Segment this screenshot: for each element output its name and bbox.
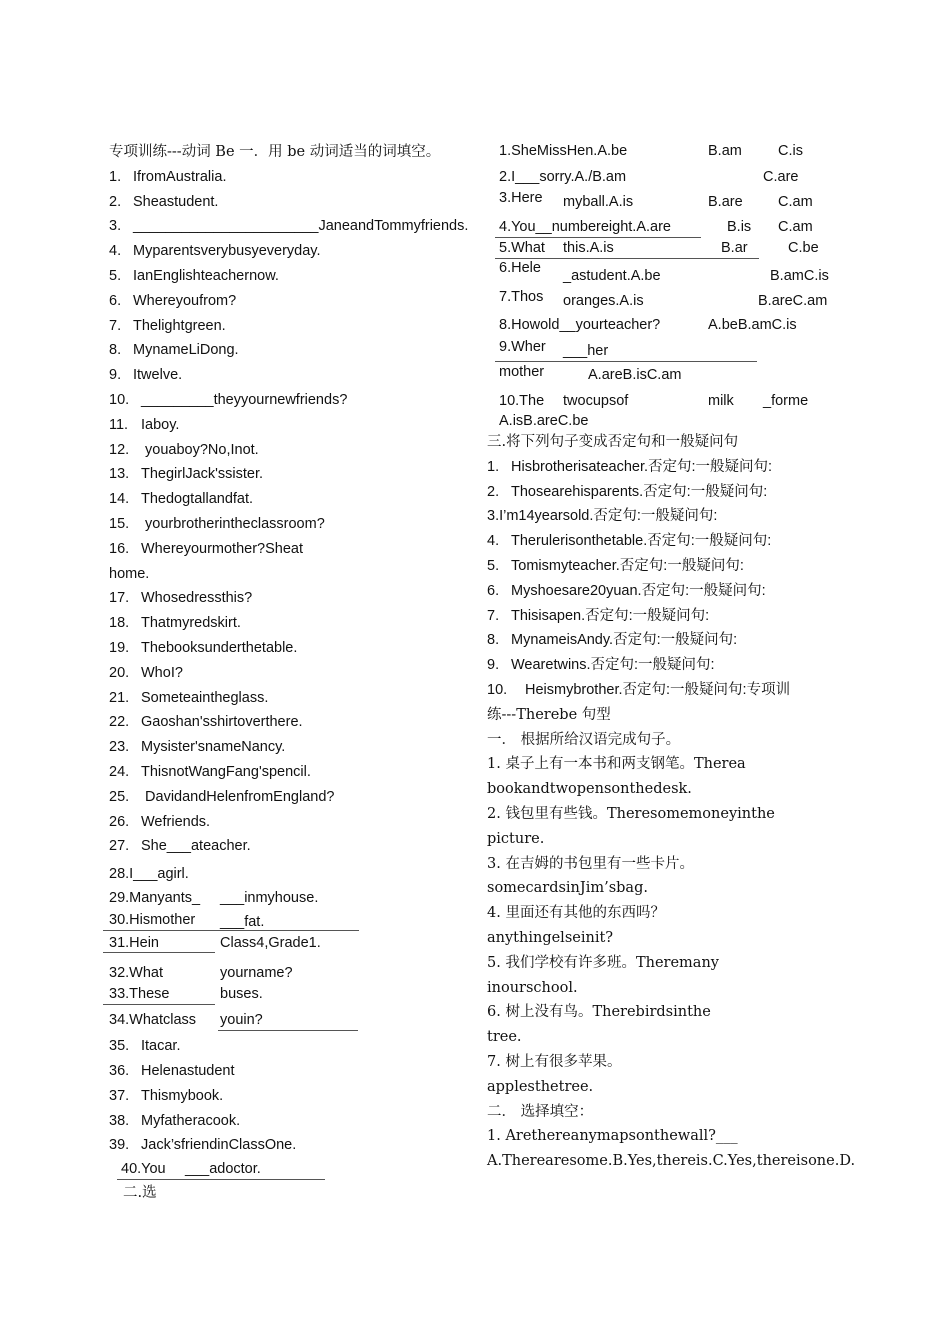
- exercise-list: [109, 1034, 479, 1158]
- item-number: 35.: [109, 1038, 130, 1055]
- divider: [117, 1179, 325, 1180]
- item-number: 15.: [109, 515, 130, 532]
- text-line: 1. 桌子上有一本书和两支钢笔。Therea: [487, 756, 746, 773]
- therebe-section: [487, 703, 927, 1174]
- list-item: buses.: [220, 986, 263, 1003]
- section-heading: 三.将下列句子变成否定句和一般疑问句: [487, 434, 739, 450]
- text-line: applesthetree.: [487, 1078, 594, 1095]
- item-text: Whosedressthis?: [141, 590, 253, 607]
- item-number: 7.: [487, 607, 500, 624]
- list-item: [487, 678, 927, 703]
- list-item: milk: [708, 393, 734, 409]
- item-number: 5.: [109, 267, 122, 284]
- list-item: 31.Hein: [109, 935, 159, 952]
- list-item: [487, 480, 927, 505]
- list-item: [109, 760, 479, 785]
- item-number: 3.: [109, 218, 122, 235]
- item-text: _______________________JaneandTommyfriends.: [133, 218, 469, 235]
- left-column: [109, 140, 479, 1208]
- item-number: 36.: [109, 1062, 130, 1079]
- item-text: Thedogtallandfat.: [141, 491, 254, 508]
- item-number: 5.: [487, 557, 500, 574]
- item-text: Thisisapen.否定句:一般疑问句:: [511, 607, 710, 624]
- list-item: [109, 785, 479, 810]
- option-abc: A.beB.amC.is: [708, 317, 797, 333]
- item-number: 25.: [109, 788, 130, 805]
- option-c: C.am: [778, 194, 813, 210]
- item-text: Jack’sfriendinClassOne.: [141, 1137, 297, 1154]
- list-item: ___adoctor.: [185, 1161, 261, 1178]
- list-item: twocupsof: [563, 393, 629, 409]
- item-number: 18.: [109, 615, 130, 632]
- section-heading: 专项训练---动词 Be 一．用 be 动词适当的词填空。: [109, 144, 441, 160]
- item-text: MynameisAndy.否定句:一般疑问句:: [511, 632, 738, 649]
- list-item: [109, 487, 479, 512]
- item-number: 16.: [109, 540, 130, 557]
- list-item: [109, 264, 479, 289]
- list-item: [109, 289, 479, 314]
- option-c: C.am: [778, 219, 813, 235]
- item-text: Whereyourmother?Sheat: [141, 540, 303, 557]
- section-heading: 二.选: [123, 1185, 157, 1202]
- item-text: ThisnotWangFang'spencil.: [141, 763, 311, 780]
- item-number: 26.: [109, 813, 130, 830]
- item-number: 20.: [109, 664, 130, 681]
- list-item: 4.You__numbereight.A.are: [499, 219, 671, 235]
- list-item: 30.Hismother: [109, 912, 196, 929]
- list-item: [109, 314, 479, 339]
- item-text: DavidandHelenfromEngland?: [141, 788, 335, 805]
- item-number: 17.: [109, 590, 130, 607]
- text-line: 5. 我们学校有许多班。Theremany: [487, 954, 719, 971]
- list-item: [487, 628, 927, 653]
- item-text: She___ateacher.: [141, 838, 251, 855]
- list-item: 32.What: [109, 965, 163, 982]
- item-number: 10.: [109, 391, 130, 408]
- exercise-list: [487, 455, 927, 703]
- list-item: [109, 735, 479, 760]
- option-b: B.ar: [721, 240, 748, 256]
- list-item-group: [109, 984, 479, 1034]
- item-number: 23.: [109, 739, 130, 756]
- list-item: [109, 363, 479, 388]
- choice-section: [487, 140, 927, 430]
- option-a: oranges.A.is: [563, 293, 644, 309]
- item-number: 24.: [109, 763, 130, 780]
- item-text: Itacar.: [141, 1038, 181, 1055]
- list-item: [109, 438, 479, 463]
- list-item: yourname?: [220, 965, 293, 982]
- item-number: 9.: [109, 367, 122, 384]
- list-item: 7.Thos: [499, 289, 544, 305]
- item-text: Gaoshan'sshirtoverthere.: [141, 714, 303, 731]
- text-line: A.Therearesome.B.Yes,thereis.C.Yes,thereisone.D.: [487, 1153, 856, 1170]
- item-number: 2.: [109, 193, 122, 210]
- list-item: [109, 686, 479, 711]
- item-number: 6.: [487, 582, 500, 599]
- list-item: [487, 455, 927, 480]
- list-item: [109, 661, 479, 686]
- list-item: 10.The: [499, 393, 545, 409]
- option-c: C.are: [763, 169, 799, 185]
- divider: [495, 258, 759, 259]
- text-line: inourschool.: [487, 979, 578, 996]
- list-item: [109, 462, 479, 487]
- item-text: Therulerisonthetable.否定句:一般疑问句:: [511, 533, 772, 550]
- list-item: 1.SheMissHen.A.be: [499, 143, 628, 159]
- text-line: 二． 选择填空：: [487, 1103, 594, 1120]
- item-number: 6.: [109, 292, 122, 309]
- text-line: somecardsinJim’sbag.: [487, 880, 648, 897]
- list-item: [109, 190, 479, 215]
- list-item: 33.These: [109, 986, 170, 1003]
- list-item: [109, 1133, 479, 1158]
- divider: [103, 1004, 215, 1005]
- text-line: 3. 在吉姆的书包里有一些卡片。: [487, 855, 694, 872]
- item-text: Hisbrotherisateacher.否定句:一般疑问句:: [511, 458, 773, 475]
- item-number: 14.: [109, 491, 130, 508]
- list-item: [487, 504, 927, 529]
- list-item: [109, 239, 479, 264]
- text-line: picture.: [487, 830, 545, 847]
- item-number: 8.: [487, 632, 500, 649]
- item-number: 13.: [109, 466, 130, 483]
- item-number: 38.: [109, 1112, 130, 1129]
- list-item: 5.What: [499, 240, 545, 256]
- option-bc: B.amC.is: [770, 268, 829, 284]
- list-item: [109, 214, 479, 239]
- item-text: WhoI?: [141, 664, 183, 681]
- option-c: C.is: [778, 143, 803, 159]
- item-text: Whereyoufrom?: [133, 292, 237, 309]
- item-number: 1.: [487, 458, 500, 475]
- list-item: [487, 554, 927, 579]
- item-number: 27.: [109, 838, 130, 855]
- option-c: C.be: [788, 240, 819, 256]
- list-item: [109, 1034, 479, 1059]
- item-text: IanEnglishteachernow.: [133, 267, 279, 284]
- item-text: Thismybook.: [141, 1087, 224, 1104]
- list-item: [109, 1109, 479, 1134]
- list-item: 8.Howold__yourteacher?: [499, 317, 661, 333]
- item-number: 9.: [487, 657, 500, 674]
- item-text: Itwelve.: [133, 367, 183, 384]
- text-line: 2. 钱包里有些钱。Theresomemoneyinthe: [487, 805, 775, 822]
- item-text: Myparentsverybusyeveryday.: [133, 243, 321, 260]
- option-bc: B.areC.am: [758, 293, 828, 309]
- divider: [103, 930, 359, 931]
- option-b: B.am: [708, 143, 742, 159]
- text-line: 练---Therebe 句型: [487, 706, 611, 723]
- list-item: [109, 413, 479, 438]
- item-text: yourbrotherintheclassroom?: [141, 515, 325, 532]
- text-line: bookandtwopensonthedesk.: [487, 781, 692, 798]
- item-text: MynameLiDong.: [133, 342, 239, 359]
- item-number: 4.: [487, 533, 500, 550]
- list-item: [109, 1084, 479, 1109]
- list-item: 6.Hele: [499, 260, 541, 276]
- list-item: [487, 579, 927, 604]
- item-text: home.: [109, 565, 150, 582]
- list-item: [109, 165, 479, 190]
- item-number: 22.: [109, 714, 130, 731]
- item-number: 2.: [487, 483, 500, 500]
- text-line: 7. 树上有很多苹果。: [487, 1053, 622, 1070]
- option-a: this.A.is: [563, 240, 614, 256]
- item-number: 19.: [109, 639, 130, 656]
- item-text: Helenastudent: [141, 1062, 235, 1079]
- item-text: Sheastudent.: [133, 193, 219, 210]
- divider: [218, 1030, 358, 1031]
- option-b: B.are: [708, 194, 743, 210]
- list-item: [109, 388, 479, 413]
- list-item: [109, 512, 479, 537]
- option-a: myball.A.is: [563, 194, 634, 210]
- item-text: Thatmyredskirt.: [141, 615, 241, 632]
- item-text: Wefriends.: [141, 813, 211, 830]
- list-item: [487, 604, 927, 629]
- list-item: [487, 653, 927, 678]
- list-item: 29.Manyants_: [109, 890, 201, 907]
- item-text: Wearetwins.否定句:一般疑问句:: [511, 657, 715, 674]
- list-item: [487, 529, 927, 554]
- item-text: 3.I’m14yearsold.否定句:一般疑问句:: [487, 508, 718, 525]
- list-item: [109, 636, 479, 661]
- divider: [103, 952, 215, 953]
- item-text: Myshoesare20yuan.否定句:一般疑问句:: [511, 582, 766, 599]
- item-text: Thebooksunderthetable.: [141, 639, 298, 656]
- list-item: ___her: [563, 343, 609, 359]
- item-number: 21.: [109, 689, 130, 706]
- item-number: 37.: [109, 1087, 130, 1104]
- list-item-group: [109, 886, 479, 984]
- item-text: Thelightgreen.: [133, 317, 226, 334]
- list-item: [109, 586, 479, 611]
- list-item: [109, 710, 479, 735]
- item-text: Someteaintheglass.: [141, 689, 269, 706]
- list-item: [109, 1059, 479, 1084]
- item-number: 11.: [109, 416, 129, 433]
- item-text: Tomismyteacher.否定句:一般疑问句:: [511, 557, 744, 574]
- list-item: [109, 611, 479, 636]
- list-item: ___inmyhouse.: [220, 890, 319, 907]
- divider: [495, 237, 701, 238]
- list-item: [109, 834, 479, 859]
- list-item: mother: [499, 364, 545, 380]
- text-line: 6. 树上没有鸟。Therebirdsinthe: [487, 1004, 711, 1021]
- list-item: _forme: [763, 393, 809, 409]
- list-item: [109, 338, 479, 363]
- item-text: Thosearehisparents.否定句:一般疑问句:: [511, 483, 768, 500]
- list-item: 40.You: [121, 1161, 166, 1178]
- list-item: youin?: [220, 1012, 263, 1029]
- list-item: 3.Here: [499, 190, 543, 206]
- option-abc: A.isB.areC.be: [499, 413, 589, 429]
- item-text: Heismybrother.否定句:一般疑问句:专项训: [525, 681, 791, 698]
- list-item: 2.I___sorry.A./B.am: [499, 169, 627, 185]
- list-item: 28.I___agirl.: [109, 866, 189, 883]
- option-abc: A.areB.isC.am: [588, 367, 682, 383]
- text-line: tree.: [487, 1029, 522, 1046]
- item-number: 12.: [109, 441, 130, 458]
- item-number: 8.: [109, 342, 122, 359]
- item-text: youaboy?No,Inot.: [141, 441, 259, 458]
- list-item: 9.Wher: [499, 339, 546, 355]
- list-item: 34.Whatclass: [109, 1012, 197, 1029]
- item-text: Myfatheracook.: [141, 1112, 241, 1129]
- text-line: anythingelseinit?: [487, 929, 614, 946]
- item-number: 10.: [487, 681, 508, 698]
- item-number: 7.: [109, 317, 122, 334]
- list-item: ___fat.: [220, 914, 265, 931]
- item-number: 1.: [109, 168, 122, 185]
- list-item: [109, 562, 479, 587]
- divider: [495, 361, 757, 362]
- list-item-group: [109, 1158, 479, 1208]
- item-text: _________theyyournewfriends?: [141, 391, 348, 408]
- list-item: [109, 537, 479, 562]
- right-column: [487, 140, 927, 1174]
- item-text: IfromAustralia.: [133, 168, 227, 185]
- option-a: _astudent.A.be: [563, 268, 661, 284]
- item-text: Iaboy.: [141, 416, 180, 433]
- text-line: 4. 里面还有其他的东西吗？: [487, 905, 665, 922]
- exercise-list: [109, 165, 479, 859]
- item-number: 39.: [109, 1137, 130, 1154]
- text-line: 1. Arethereanymapsonthewall?___: [487, 1128, 738, 1145]
- item-number: 4.: [109, 243, 122, 260]
- list-item: [109, 810, 479, 835]
- item-text: Mysister'snameNancy.: [141, 739, 286, 756]
- item-text: ThegirlJack'ssister.: [141, 466, 264, 483]
- list-item: Class4,Grade1.: [220, 935, 321, 952]
- text-line: 一． 根据所给汉语完成句子。: [487, 731, 681, 748]
- option-b: B.is: [727, 219, 752, 235]
